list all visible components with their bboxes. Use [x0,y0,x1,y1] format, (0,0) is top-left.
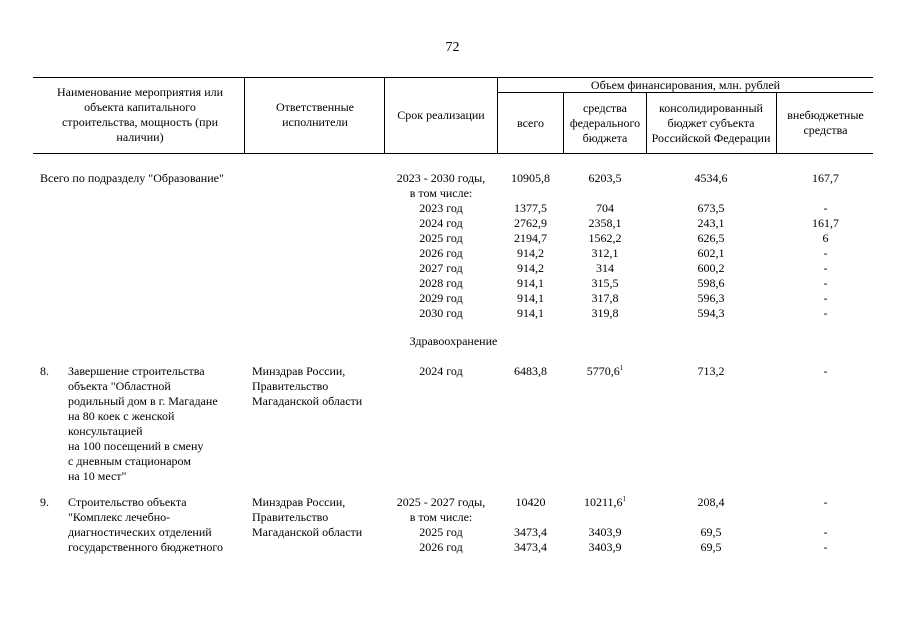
item-name-line: объекта "Областной [68,379,171,393]
row-offbudget: - [823,525,828,539]
item-term-line: 2025 - 2027 годы, [396,495,486,509]
item-number: 8. [40,364,49,378]
item-total: 10420 [515,495,546,509]
header-regional: консолидированный бюджет субъекта Российской Федерации [651,100,771,145]
summary-federal: 6203,5 [588,171,622,185]
row-total: 914,1 [517,276,544,290]
row-regional: 596,3 [697,291,725,305]
item-term: 2024 год [419,364,463,378]
row-year: 2026 год [419,540,463,554]
item-name-line: консультацией [68,424,143,438]
row-total: 914,1 [517,306,544,320]
row-federal: 3403,9 [588,525,622,539]
item-name-line: с дневным стационаром [68,454,191,468]
footnote-marker: 1 [622,495,627,503]
row-offbudget: - [823,306,828,320]
summary-offbudget: 167,7 [812,171,839,185]
row-federal: 314 [596,261,614,275]
item-executor-line: Магаданской области [252,394,363,408]
col-divider-5 [646,92,647,153]
item-name-line: на 10 мест" [68,469,127,483]
row-offbudget: - [823,276,828,290]
row-regional: 600,2 [697,261,725,275]
row-regional: 602,1 [697,246,725,260]
row-regional: 594,3 [697,306,725,320]
row-offbudget: - [823,291,828,305]
row-total: 914,1 [517,291,544,305]
item-name-line: Строительство объекта [68,495,187,509]
item-total: 6483,8 [514,364,547,378]
row-regional: 243,1 [697,216,725,230]
item-executor-line: Правительство [252,510,329,524]
header-bottom-rule [33,153,873,154]
item-name-line: "Комплекс лечебно- [68,510,171,524]
summary-term-line: 2023 - 2030 годы, [396,171,486,185]
row-federal: 312,1 [591,246,619,260]
section-title: Здравоохранение [409,334,498,348]
row-offbudget: - [823,540,828,554]
item-number: 9. [40,495,49,509]
row-federal: 317,8 [591,291,619,305]
summary-term-line: в том числе: [409,186,473,200]
row-year: 2029 год [419,291,463,305]
row-year: 2026 год [419,246,463,260]
footnote-marker: 1 [619,364,624,372]
col-divider-1 [244,77,245,153]
header-federal: средства федерального бюджета [569,100,641,145]
row-offbudget: - [823,246,828,260]
header-name: Наименование мероприятия или объекта капитального строительства, мощность (при наличии) [56,85,224,144]
item-executor-line: Правительство [252,379,329,393]
header-funding-group: Объем финансирования, млн. рублей [590,77,781,92]
item-regional: 713,2 [697,364,725,378]
row-regional: 598,6 [697,276,725,290]
item-executor-line: Магаданской области [252,525,363,539]
col-divider-6 [776,92,777,153]
row-offbudget: 6 [822,231,829,245]
item-federal [566,495,644,512]
row-federal: 315,5 [591,276,619,290]
row-federal: 1562,2 [588,231,622,245]
item-offbudget: - [823,495,828,509]
row-offbudget: 161,7 [812,216,839,230]
summary-name: Всего по подразделу "Образование" [40,171,224,185]
row-year: 2025 год [419,231,463,245]
row-federal: 2358,1 [588,216,622,230]
item-regional: 208,4 [697,495,725,509]
row-regional: 69,5 [700,540,722,554]
row-federal: 319,8 [591,306,619,320]
item-executor-line: Минздрав России, [252,364,346,378]
row-year: 2024 год [419,216,463,230]
row-year: 2028 год [419,276,463,290]
row-regional: 69,5 [700,525,722,539]
item-name-line: Завершение строительства [68,364,205,378]
summary-total: 10905,8 [511,171,550,185]
header-total: всего [516,115,545,130]
row-year: 2025 год [419,525,463,539]
row-regional: 673,5 [697,201,725,215]
item-term-line: в том числе: [409,510,473,524]
item-executor-line: Минздрав России, [252,495,346,509]
summary-regional: 4534,6 [694,171,728,185]
row-federal: 704 [596,201,614,215]
item-federal [566,364,644,381]
col-divider-4 [563,92,564,153]
row-total: 2194,7 [514,231,547,245]
row-total: 1377,5 [514,201,547,215]
item-name-line: диагностических отделений [68,525,212,539]
row-year: 2023 год [419,201,463,215]
row-total: 3473,4 [514,525,547,539]
row-total: 2762,9 [514,216,547,230]
header-executors: Ответственные исполнители [276,100,354,129]
item-name-line: родильный дом в г. Магадане [68,394,218,408]
item-name-line: государственного бюджетного [68,540,224,554]
row-total: 914,2 [517,246,544,260]
item-federal-value: 5770,6 [586,364,620,378]
row-year: 2030 год [419,306,463,320]
row-total: 914,2 [517,261,544,275]
item-name-line: на 80 коек с женской [68,409,175,423]
row-total: 3473,4 [514,540,547,554]
item-federal-value: 10211,6 [583,495,623,509]
item-offbudget: - [823,364,828,378]
col-divider-2 [384,77,385,153]
row-regional: 626,5 [697,231,725,245]
header-offbudget: внебюджетные средства [787,108,864,137]
row-offbudget: - [823,201,828,215]
row-federal: 3403,9 [588,540,622,554]
header-term: Срок реализации [397,107,485,122]
row-offbudget: - [823,261,828,275]
item-name-line: на 100 посещений в смену [68,439,204,453]
row-year: 2027 год [419,261,463,275]
page-number: 72 [445,40,460,55]
